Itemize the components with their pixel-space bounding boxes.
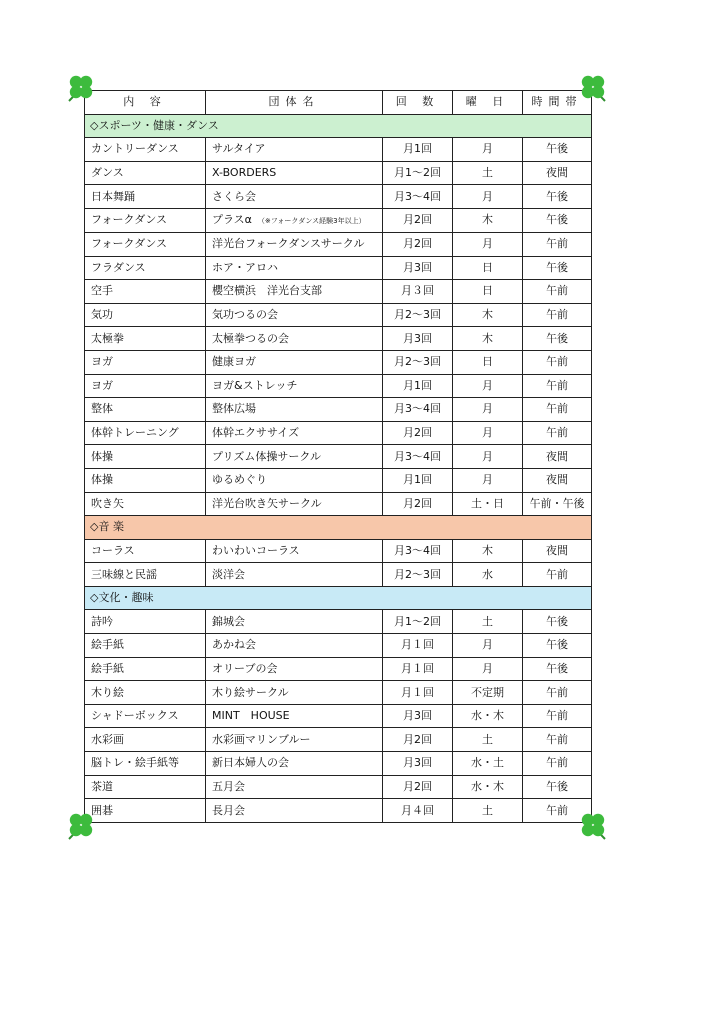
cell-time-slot: 午前 [523,563,592,587]
cell-time-slot: 午後 [523,185,592,209]
table-row [85,704,592,728]
cell-group-name: 淡洋会 [206,563,383,587]
cell-content: 体操 [85,445,206,469]
cell-group-name: 気功つるの会 [206,303,383,327]
section-header-row [85,586,592,610]
cell-frequency: 月1回 [383,138,453,162]
cell-content: 水彩画 [85,728,206,752]
table-row [85,398,592,422]
cell-group-name: 錦城会 [206,610,383,634]
cell-group-name: 新日本婦人の会 [206,752,383,776]
cell-weekday: 土 [453,728,523,752]
cell-frequency: 月2回 [383,492,453,516]
cell-content: 茶道 [85,775,206,799]
cell-weekday: 木 [453,539,523,563]
cell-group-name: わいわいコーラス [206,539,383,563]
table-row [85,185,592,209]
cell-weekday: 月 [453,634,523,658]
cell-time-slot: 午前 [523,421,592,445]
cell-time-slot: 午前 [523,350,592,374]
table-row [85,138,592,162]
clover-icon [64,70,98,104]
cell-time-slot: 夜間 [523,445,592,469]
cell-content: ダンス [85,161,206,185]
table-body [85,114,592,822]
table-row [85,634,592,658]
header-content: 内 容 [85,91,206,115]
cell-time-slot: 午前 [523,280,592,304]
cell-frequency: 月1回 [383,468,453,492]
table-row [85,303,592,327]
table-header-row [85,91,592,115]
cell-group-name: ヨガ&ストレッチ [206,374,383,398]
table-row [85,610,592,634]
group-schedule-table [84,90,592,823]
cell-time-slot: 午前 [523,374,592,398]
cell-weekday: 不定期 [453,681,523,705]
cell-weekday: 月 [453,185,523,209]
cell-time-slot: 午前 [523,728,592,752]
cell-content: 吹き矢 [85,492,206,516]
group-note: （※フォークダンス経験3年以上） [257,216,366,225]
cell-time-slot: 午前 [523,681,592,705]
cell-time-slot: 午後 [523,138,592,162]
cell-weekday: 月 [453,138,523,162]
cell-content: 体幹トレーニング [85,421,206,445]
cell-frequency: 月2～3回 [383,303,453,327]
cell-frequency: 月3～4回 [383,398,453,422]
header-time-slot: 時間帯 [523,91,592,115]
cell-content: フラダンス [85,256,206,280]
table-row [85,681,592,705]
section-header-row [85,114,592,138]
cell-frequency: 月1～2回 [383,161,453,185]
cell-group-name: ゆるめぐり [206,468,383,492]
cell-group-name: あかね会 [206,634,383,658]
cell-frequency: 月1回 [383,374,453,398]
cell-time-slot: 午後 [523,657,592,681]
cell-weekday: 月 [453,421,523,445]
cell-group-name: 櫻空横浜 洋光台支部 [206,280,383,304]
cell-content: 気功 [85,303,206,327]
cell-content: 空手 [85,280,206,304]
cell-weekday: 日 [453,350,523,374]
section-title: ◇文化・趣味 [85,586,592,610]
table-row [85,445,592,469]
cell-time-slot: 午後 [523,256,592,280]
cell-weekday: 土 [453,799,523,823]
cell-group-name: 木り絵サークル [206,681,383,705]
cell-group-name: サルタイア [206,138,383,162]
cell-weekday: 土・日 [453,492,523,516]
activity-schedule-sheet [84,90,591,823]
cell-frequency: 月2回 [383,728,453,752]
section-title: ◇スポーツ・健康・ダンス [85,114,592,138]
cell-content: 整体 [85,398,206,422]
cell-frequency: 月3回 [383,704,453,728]
cell-frequency: 月2～3回 [383,350,453,374]
cell-frequency: 月１回 [383,657,453,681]
cell-weekday: 水・土 [453,752,523,776]
cell-weekday: 木 [453,327,523,351]
cell-frequency: 月3回 [383,256,453,280]
cell-time-slot: 午前・午後 [523,492,592,516]
cell-time-slot: 午前 [523,752,592,776]
cell-frequency: 月2回 [383,775,453,799]
cell-content: フォークダンス [85,208,206,232]
table-row [85,350,592,374]
cell-group-name: X-BORDERS [206,161,383,185]
table-row [85,657,592,681]
cell-time-slot: 午後 [523,610,592,634]
header-frequency: 回 数 [383,91,453,115]
cell-frequency: 月2回 [383,208,453,232]
cell-weekday: 日 [453,280,523,304]
cell-time-slot: 夜間 [523,539,592,563]
cell-time-slot: 午後 [523,775,592,799]
cell-content: 太極拳 [85,327,206,351]
cell-frequency: 月3～4回 [383,539,453,563]
cell-group-name: ホア・アロハ [206,256,383,280]
table-row [85,421,592,445]
cell-group-name: 整体広場 [206,398,383,422]
table-row [85,539,592,563]
cell-content: フォークダンス [85,232,206,256]
cell-weekday: 月 [453,445,523,469]
cell-content: ヨガ [85,374,206,398]
table-row [85,492,592,516]
table-row [85,327,592,351]
table-row [85,161,592,185]
cell-group-name: オリーブの会 [206,657,383,681]
clover-icon [576,70,610,104]
cell-group-name: 太極拳つるの会 [206,327,383,351]
cell-weekday: 水 [453,563,523,587]
cell-frequency: 月3～4回 [383,445,453,469]
cell-frequency: 月2回 [383,232,453,256]
cell-frequency: 月４回 [383,799,453,823]
cell-group-name: プリズム体操サークル [206,445,383,469]
cell-weekday: 水・木 [453,775,523,799]
table-row [85,256,592,280]
cell-time-slot: 午前 [523,232,592,256]
cell-time-slot: 午前 [523,303,592,327]
cell-group-name: 体幹エクササイズ [206,421,383,445]
header-group-name: 団体名 [206,91,383,115]
cell-time-slot: 午後 [523,634,592,658]
cell-content: シャドーボックス [85,704,206,728]
cell-content: 木り絵 [85,681,206,705]
cell-group-name: 洋光台フォークダンスサークル [206,232,383,256]
cell-frequency: 月3回 [383,327,453,351]
cell-content: ヨガ [85,350,206,374]
cell-weekday: 月 [453,232,523,256]
cell-content: 三味線と民謡 [85,563,206,587]
cell-content: 絵手紙 [85,657,206,681]
cell-frequency: 月3～4回 [383,185,453,209]
cell-time-slot: 午前 [523,704,592,728]
table-row [85,775,592,799]
cell-content: カントリーダンス [85,138,206,162]
cell-group-name: さくら会 [206,185,383,209]
table-row [85,563,592,587]
cell-time-slot: 午前 [523,799,592,823]
cell-weekday: 日 [453,256,523,280]
cell-time-slot: 午前 [523,398,592,422]
table-row [85,208,592,232]
table-row [85,728,592,752]
cell-frequency: 月１回 [383,681,453,705]
cell-weekday: 月 [453,398,523,422]
cell-time-slot: 午後 [523,327,592,351]
cell-frequency: 月2回 [383,421,453,445]
cell-content: 囲碁 [85,799,206,823]
cell-content: 絵手紙 [85,634,206,658]
group-name-text: プラスα [212,212,252,226]
cell-time-slot: 夜間 [523,161,592,185]
cell-weekday: 月 [453,374,523,398]
section-title: ◇音 楽 [85,516,592,540]
cell-frequency: 月1～2回 [383,610,453,634]
table-row [85,374,592,398]
cell-group-name: 水彩画マリンブルー [206,728,383,752]
cell-frequency: 月３回 [383,280,453,304]
clover-icon [64,808,98,842]
cell-group-name: 長月会 [206,799,383,823]
table-row [85,799,592,823]
table-row [85,232,592,256]
cell-weekday: 土 [453,161,523,185]
cell-time-slot: 夜間 [523,468,592,492]
table-row [85,468,592,492]
section-header-row [85,516,592,540]
cell-weekday: 月 [453,468,523,492]
cell-weekday: 水・木 [453,704,523,728]
cell-weekday: 土 [453,610,523,634]
cell-group-name: MINT HOUSE [206,704,383,728]
cell-content: コーラス [85,539,206,563]
cell-content: 体操 [85,468,206,492]
clover-icon [576,808,610,842]
cell-frequency: 月１回 [383,634,453,658]
cell-weekday: 木 [453,303,523,327]
cell-content: 日本舞踊 [85,185,206,209]
cell-weekday: 月 [453,657,523,681]
cell-content: 詩吟 [85,610,206,634]
table-row [85,280,592,304]
cell-content: 脳トレ・絵手紙等 [85,752,206,776]
cell-group-name: 洋光台吹き矢サークル [206,492,383,516]
cell-time-slot: 午後 [523,208,592,232]
cell-group-name: 五月会 [206,775,383,799]
table-row [85,752,592,776]
cell-frequency: 月2～3回 [383,563,453,587]
cell-group-name: 健康ヨガ [206,350,383,374]
cell-frequency: 月3回 [383,752,453,776]
cell-group-name [206,208,383,232]
cell-weekday: 木 [453,208,523,232]
header-weekday: 曜 日 [453,91,523,115]
